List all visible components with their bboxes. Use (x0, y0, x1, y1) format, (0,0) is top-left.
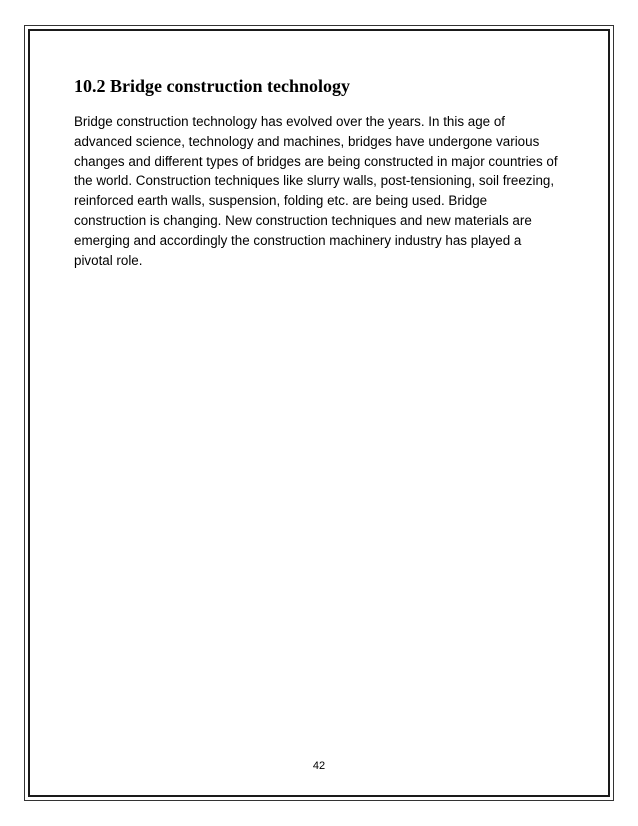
page-number: 42 (312, 760, 326, 772)
page-content (74, 74, 574, 270)
section-heading: 10.2 Bridge construction technology (74, 76, 350, 96)
section-paragraph: Bridge construction technology has evolved over the years. In this age of advanced science, technology and machines, bridges have undergone various changes and different types of bridges are being constructed in major countries of the world. Construction techniques like slurry walls, post-tensioning, soil freezing, reinforced earth walls, suspension, folding etc. are being used. Bridge construction is changing. New construction techniques and new materials are emerging and accordingly the construction machinery industry has played a pivotal role. (74, 114, 558, 268)
